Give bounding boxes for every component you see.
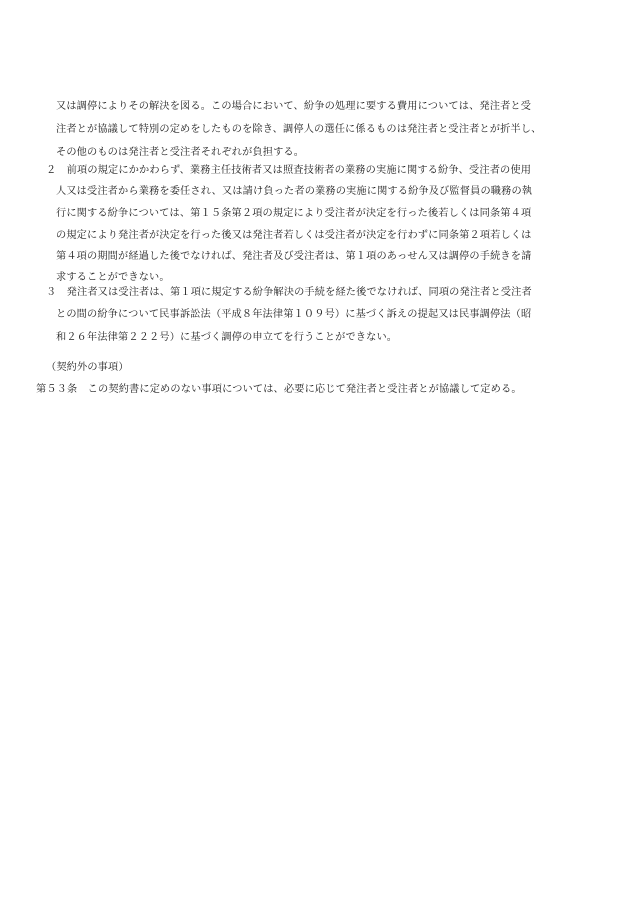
article-53-heading: （契約外の事項） bbox=[46, 362, 129, 373]
paragraph-line: その他のものは発注者と受注者それぞれが負担する。 bbox=[56, 147, 305, 158]
article-53-text: 第５３条 この契約書に定めのない事項については、必要に応じて発注者と受注者とが協議して定める。 bbox=[36, 384, 522, 395]
clause-2-line: 求することができない。 bbox=[56, 272, 170, 283]
clause-2-line: の規定により発注者が決定を行った後又は発注者若しくは受注者が決定を行わずに同条第２項若しくは bbox=[56, 230, 532, 241]
clause-2-line: ２ 前項の規定にかかわらず、業務主任技術者又は照査技術者の業務の実施に関する紛争、受注者の使用 bbox=[46, 165, 532, 176]
paragraph-line: 又は調停によりその解決を図る。この場合において、紛争の処理に要する費用については、発注者と受 bbox=[56, 101, 532, 112]
clause-3-line: との間の紛争について民事訴訟法（平成８年法律第１０９号）に基づく訴えの提起又は民事調停法（昭 bbox=[56, 309, 532, 320]
clause-3-line: 和２６年法律第２２２号）に基づく調停の申立てを行うことができない。 bbox=[56, 332, 398, 343]
clause-2-line: 第４項の期間が経過した後でなければ、発注者及び受注者は、第１項のあっせん又は調停の手続きを請 bbox=[56, 251, 532, 262]
clause-2-line: 行に関する紛争については、第１５条第２項の規定により受注者が決定を行った後若しくは同条第４項 bbox=[56, 208, 532, 219]
clause-2-line: 人又は受注者から業務を委任され、又は請け負った者の業務の実施に関する紛争及び監督員の職務の執 bbox=[56, 186, 533, 197]
clause-3-line: ３ 発注者又は受注者は、第１項に規定する紛争解決の手続を経た後でなければ、同項の発注者と受注者 bbox=[46, 287, 532, 298]
paragraph-line: 注者とが協議して特別の定めをしたものを除き、調停人の選任に係るものは発注者と受注者とが折半し、 bbox=[56, 124, 542, 135]
